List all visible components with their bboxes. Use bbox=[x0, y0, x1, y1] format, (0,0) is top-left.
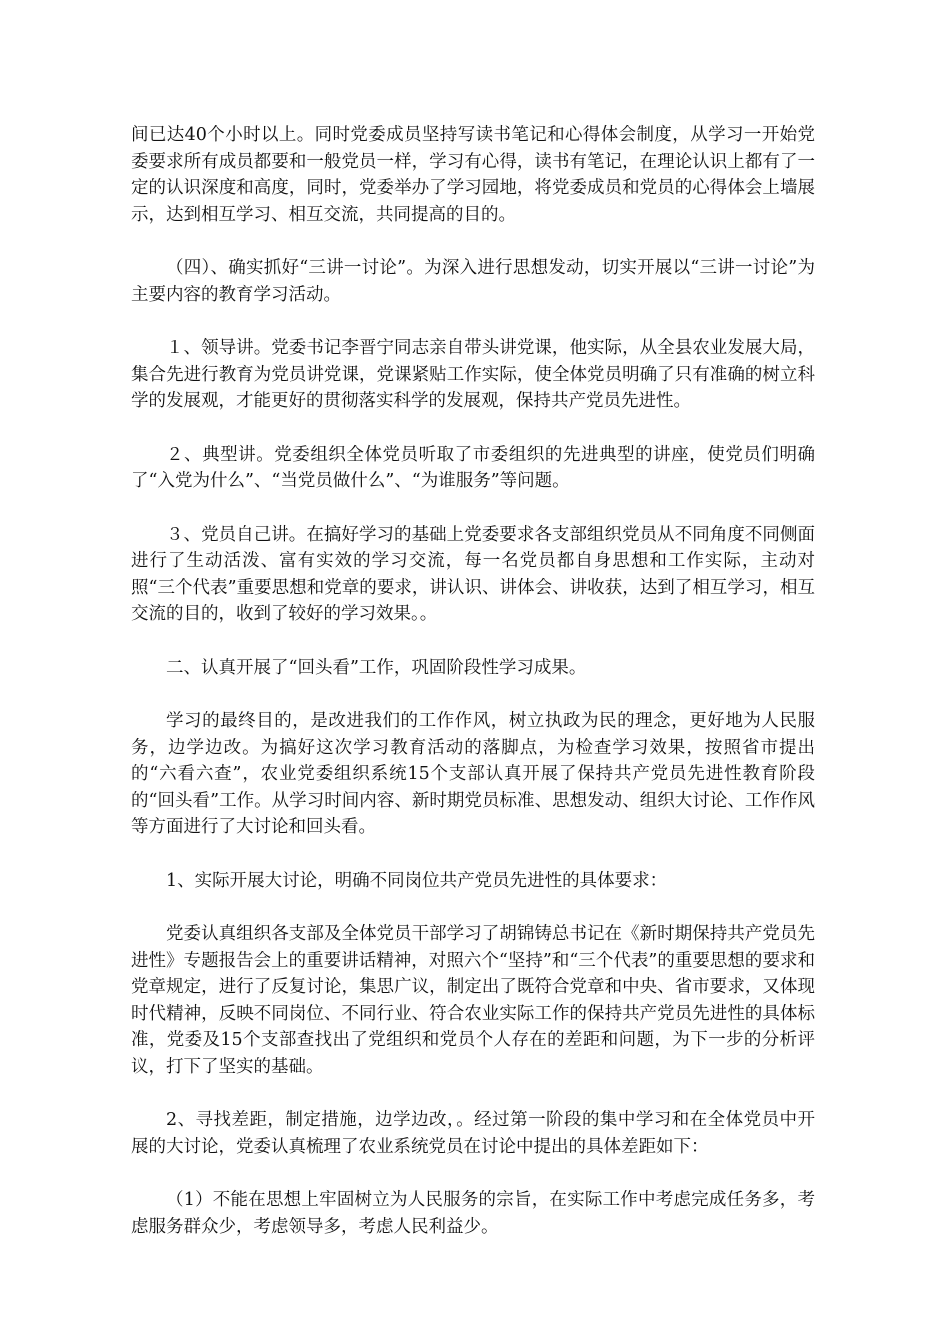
document-body bbox=[131, 122, 815, 1267]
paragraph-model-lecture: ２、典型讲。党委组织全体党员听取了市委组织的先进典型的讲座，使党员们明确了“入党为什么”、“当党员做什么”、“为谁服务”等问题。 bbox=[131, 444, 815, 491]
paragraph-discussion-heading: 1、实际开展大讨论，明确不同岗位共产党员先进性的具体要求： bbox=[166, 870, 668, 891]
paragraph-discussion-body: 党委认真组织各支部及全体党员干部学习了胡锦铸总书记在《新时期保持共产党员先进性》专题报告会上的重要讲话精神，对照六个“坚持”和“三个代表”的重要思想的要求和党章规定，进行了反复讨论，集思广议，制定出了既符合党章和中央、省市要求，又体现时代精神，反映不同岗位、不同行业、符合农业实际工作的保持共产党员先进性的具体标准，党委及15个支部查找出了党组织和党员个人存在的差距和问题，为下一步的分析评议，打下了坚实的基础。 bbox=[131, 924, 815, 1077]
paragraph-gap-heading: 2、寻找差距，制定措施，边学边改，。经过第一阶段的集中学习和在全体党员中开展的大讨论，党委认真梳理了农业系统党员在讨论中提出的具体差距如下： bbox=[131, 1110, 815, 1157]
paragraph-study-purpose: 学习的最终目的，是改进我们的工作作风，树立执政为民的理念，更好地为人民服务，边学边改。为搞好这次学习教育活动的落脚点，为检查学习效果，按照省市提出的“六看六查”，农业党委组织系统15个支部认真开展了保持共产党员先进性教育阶段的“回头看”工作。从学习时间内容、新时期党员标准、思想发动、组织大讨论、工作作风等方面进行了大讨论和回头看。 bbox=[131, 711, 815, 837]
paragraph-section-4-heading: （四）、确实抓好“三讲一讨论”。为深入进行思想发动，切实开展以“三讲一讨论”为主要内容的教育学习活动。 bbox=[131, 258, 815, 305]
paragraph-member-lecture: ３、党员自己讲。在搞好学习的基础上党委要求各支部组织党员从不同角度不同侧面进行了生动活泼、富有实效的学习交流，每一名党员都自身思想和工作实际，主动对照“三个代表”重要思想和党章的要求，讲认识、讲体会、讲收获，达到了相互学习，相互交流的目的，收到了较好的学习效果。。 bbox=[131, 524, 815, 624]
paragraph-gap-item-1: （1）不能在思想上牢固树立为人民服务的宗旨，在实际工作中考虑完成任务多，考虑服务群众少，考虑领导多，考虑人民利益少。 bbox=[131, 1190, 815, 1237]
paragraph-continuation: 间已达40个小时以上。同时党委成员坚持写读书笔记和心得体会制度，从学习一开始党委要求所有成员都要和一般党员一样，学习有心得，读书有笔记，在理论认识上都有了一定的认识深度和高度，同时，党委举办了学习园地，将党委成员和党员的心得体会上墙展示，达到相互学习、相互交流，共同提高的目的。 bbox=[131, 125, 815, 225]
paragraph-leader-lecture: １、领导讲。党委书记李晋宁同志亲自带头讲党课，他实际，从全县农业发展大局，集合先进行教育为党员讲党课，党课紧贴工作实际，使全体党员明确了只有准确的树立科学的发展观，才能更好的贯彻落实科学的发展观，保持共产党员先进性。 bbox=[131, 338, 815, 411]
paragraph-section-2-heading: 二、认真开展了“回头看”工作，巩固阶段性学习成果。 bbox=[166, 657, 587, 678]
